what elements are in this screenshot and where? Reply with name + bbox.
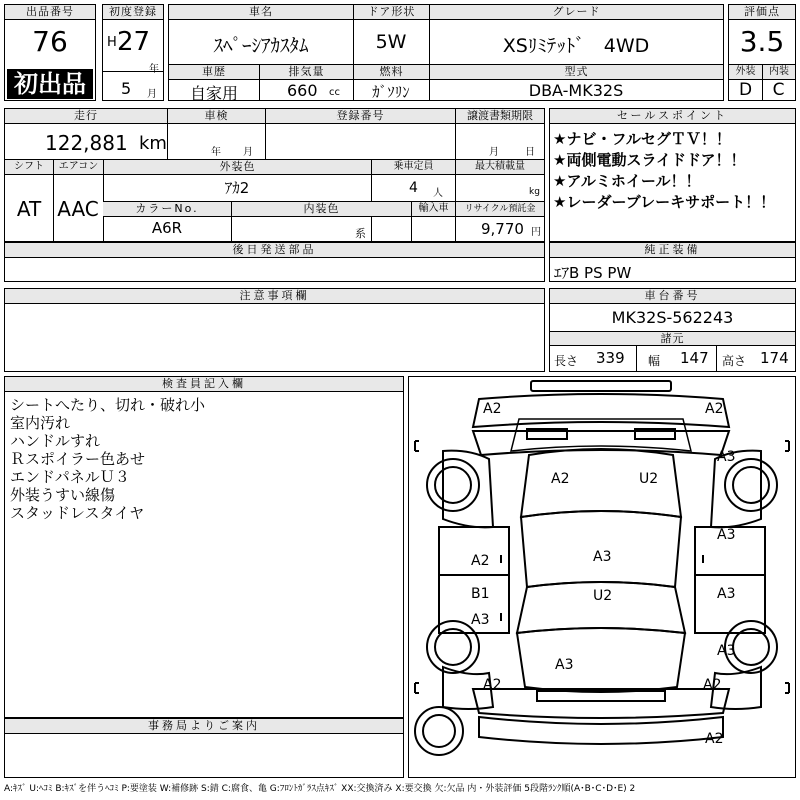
max-load-label: 最大積載量	[455, 160, 544, 175]
ext-color: ｱｶ2	[224, 179, 250, 197]
ac-label: エアコン	[53, 160, 103, 175]
displacement-label: 排気量	[259, 65, 353, 80]
damage-mark: A3	[471, 612, 490, 628]
recycle-unit: 円	[531, 227, 541, 238]
displacement-unit: cc	[329, 87, 340, 98]
notes-label: 注意事項欄	[5, 289, 544, 304]
inspector-title: 検査員記入欄	[5, 377, 403, 392]
interior-label: 内装	[762, 65, 795, 80]
transfer-month-unit: 月	[489, 147, 499, 158]
model-label: 型式	[429, 65, 723, 80]
capacity-label: 乗車定員	[371, 160, 455, 175]
grade: XSﾘﾐﾃｯﾄﾞ 4WD	[502, 35, 650, 57]
shift: AT	[16, 197, 42, 221]
int-color-unit: 系	[355, 227, 366, 240]
inspector-line: Ｒスポイラー色あせ	[10, 450, 146, 468]
dims-title: 諸元	[550, 331, 795, 346]
exterior-label: 外装	[729, 65, 762, 80]
office-label: 事務局よりご案内	[5, 719, 403, 734]
damage-mark: A3	[717, 527, 736, 543]
equipment-box	[549, 242, 796, 282]
inspection-year-unit: 年	[211, 147, 221, 158]
recycle-label: リサイクル預託金	[455, 202, 544, 217]
transfer-label: 譲渡書類期限	[455, 109, 544, 124]
score-box	[728, 4, 796, 101]
score: 3.5	[739, 25, 785, 58]
chassis-number: MK32S-562243	[611, 308, 734, 327]
sales-point-item: ★レーダーブレーキサポート！！	[553, 193, 776, 211]
mileage-unit: km	[139, 133, 167, 154]
capacity: 4	[409, 180, 418, 196]
later-parts-box	[4, 242, 545, 282]
door-label: ドア形状	[353, 5, 429, 20]
inspector-line: スタッドレスタイヤ	[10, 504, 145, 522]
import-label: 輸入車	[411, 202, 455, 217]
model: DBA-MK32S	[528, 81, 624, 100]
mileage-label: 走行	[5, 109, 167, 124]
era: H	[107, 35, 117, 50]
damage-mark: A2	[705, 731, 724, 747]
shift-label: シフト	[5, 160, 53, 175]
damage-mark: A3	[717, 449, 736, 465]
max-load-unit: kg	[529, 187, 540, 197]
first-registration-box	[102, 4, 164, 101]
sales-point-item: ★ナビ・フルセグＴＶ！！	[553, 130, 731, 148]
lot-number-box	[4, 4, 96, 101]
capacity-unit: 人	[433, 188, 443, 199]
damage-mark: A3	[593, 549, 612, 565]
year-unit: 年	[149, 64, 159, 75]
sales-point-item: ★両側電動スライドドア！！	[553, 151, 746, 169]
inspection-month-unit: 月	[243, 147, 253, 158]
inspector-line: シートへたり、切れ・破れ小	[10, 396, 206, 414]
length-label: 長さ	[554, 354, 579, 368]
damage-mark: A2	[471, 553, 490, 569]
grade-label: グレード	[429, 5, 723, 20]
damage-mark: A3	[717, 643, 736, 659]
notes-box	[4, 288, 545, 372]
lot-number: 76	[32, 25, 68, 58]
damage-mark: A2	[551, 471, 570, 487]
inspector-line: 外装うすい線傷	[10, 486, 116, 504]
later-parts-label: 後日発送部品	[5, 243, 544, 258]
height: 174	[760, 349, 789, 367]
damage-mark: A3	[717, 586, 736, 602]
damage-mark: U2	[639, 471, 659, 487]
door-type: 5W	[375, 31, 407, 53]
height-label: 高さ	[722, 354, 747, 368]
inspector-line: ハンドルすれ	[10, 432, 101, 450]
inspector-line: エンドパネルＵ３	[10, 468, 130, 486]
reg-year: 27	[117, 27, 151, 57]
score-label: 評価点	[729, 5, 795, 20]
inspector-line: 室内汚れ	[10, 414, 71, 432]
width-label: 幅	[648, 354, 661, 368]
air-conditioner: AAC	[57, 197, 99, 221]
damage-mark: A2	[703, 677, 722, 693]
sales-point-item: ★アルミホイール！！	[553, 172, 701, 190]
displacement: 660	[287, 81, 318, 100]
color-no: A6R	[151, 219, 183, 237]
car-name: ｽﾍﾟｰｼｱｶｽﾀﾑ	[213, 35, 309, 57]
lot-number-label: 出品番号	[5, 5, 95, 20]
color-no-label: カラーNo.	[103, 202, 231, 217]
inspection-label: 車検	[167, 109, 265, 124]
first-listing-badge: 初出品	[7, 69, 93, 99]
reg-month: 5	[121, 79, 132, 98]
car-outline	[409, 377, 795, 777]
mileage: 122,881	[45, 131, 128, 155]
plate-label: 登録番号	[265, 109, 455, 124]
exterior-grade: D	[738, 80, 753, 100]
sales-points-title: セールスポイント	[550, 109, 795, 124]
damage-diagram	[408, 376, 796, 778]
damage-mark: B1	[471, 586, 490, 602]
month-unit: 月	[147, 89, 157, 100]
history: 自家用	[189, 84, 238, 103]
equipment-value: ｴｱB PS PW	[554, 264, 632, 282]
damage-mark: A2	[483, 677, 502, 693]
chassis-box	[549, 288, 796, 372]
int-color-label: 内装色	[231, 202, 411, 217]
recycle-amount: 9,770	[481, 220, 524, 238]
car-name-label: 車名	[169, 5, 353, 20]
transfer-day-unit: 日	[525, 147, 535, 158]
history-label: 車歴	[169, 65, 259, 80]
width: 147	[680, 349, 709, 367]
interior-grade: C	[772, 80, 785, 100]
fuel-label: 燃料	[353, 65, 429, 80]
first-reg-label: 初度登録	[103, 5, 163, 20]
equipment-title: 純正装備	[550, 243, 795, 258]
vehicle-info-box	[168, 4, 724, 101]
office-box	[4, 718, 404, 778]
legend: A:ｷｽﾞ U:ﾍｺﾐ B:ｷｽﾞを伴うﾍｺﾐ P:要塗装 W:補修跡 S:錆 C:腐食、亀 G:ﾌﾛﾝﾄｶﾞﾗｽ点ｷｽﾞ XX:交換済み X:要交換 欠:欠品 内・外装評価 5段階ﾗﾝｸ順(A･B･C･D･E) 2	[4, 784, 636, 794]
chassis-title: 車台番号	[550, 289, 795, 304]
sales-points-box	[549, 108, 796, 242]
inspector-box	[4, 376, 404, 718]
damage-mark: A3	[555, 657, 574, 673]
damage-mark: U2	[593, 588, 613, 604]
damage-mark: A2	[705, 401, 724, 417]
ext-color-label: 外装色	[103, 160, 371, 175]
detail-box	[4, 108, 545, 242]
damage-mark: A2	[483, 401, 502, 417]
fuel: ｶﾞｿﾘﾝ	[372, 83, 410, 101]
length: 339	[596, 349, 625, 367]
